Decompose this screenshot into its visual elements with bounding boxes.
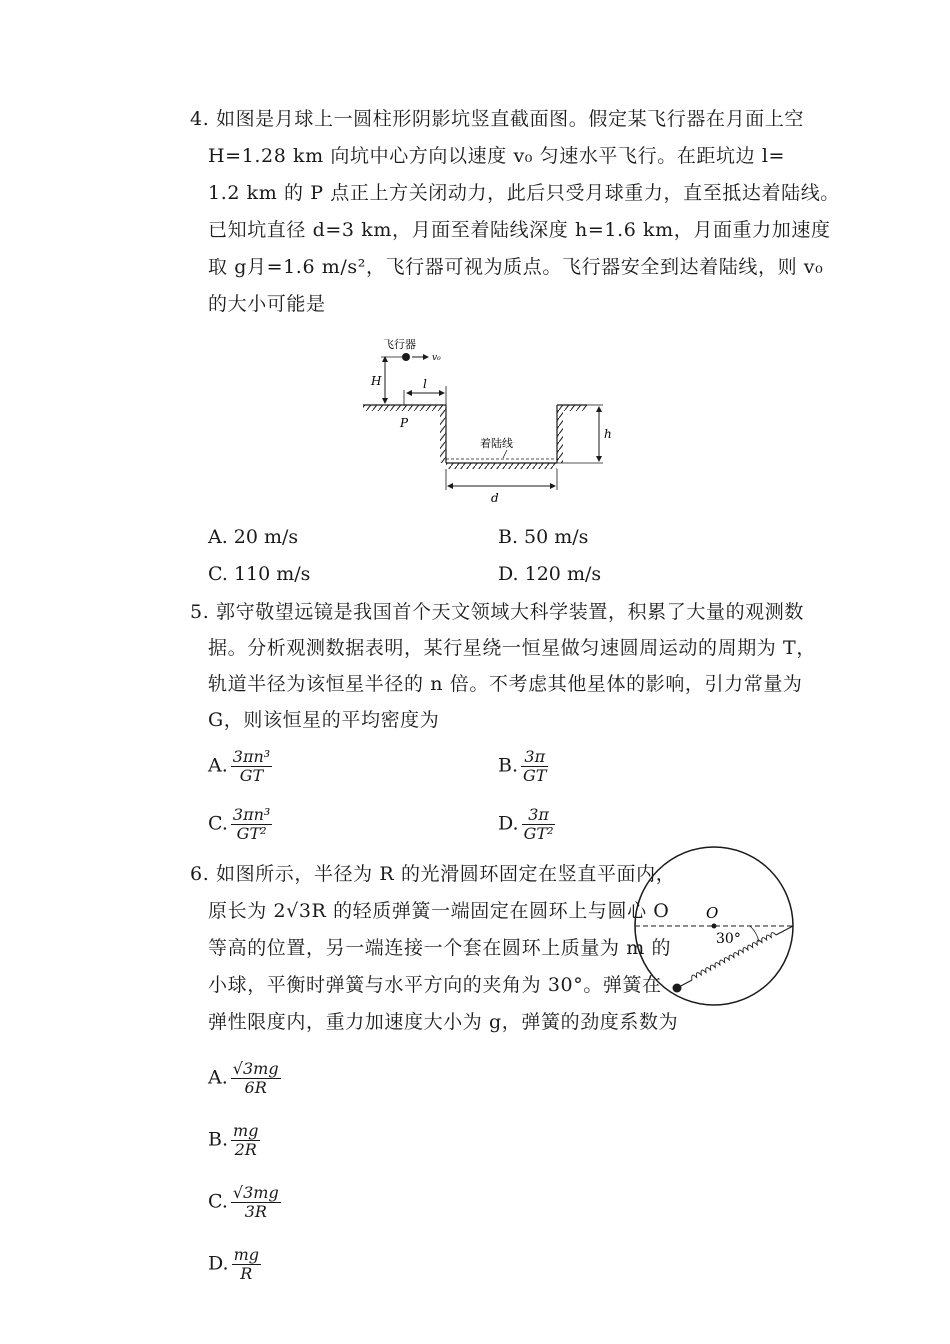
P-label: P [400, 416, 409, 430]
q4-option-c[interactable]: C. 110 m/s [208, 563, 311, 585]
q6-option-b[interactable]: B. $\frac{mg}{2R}$ [208, 1121, 259, 1159]
ring-spring-figure [630, 842, 800, 1012]
H-label: H [371, 374, 382, 388]
q4-option-d[interactable]: D. 120 m/s [498, 563, 602, 585]
angle-label: 30° [716, 931, 741, 947]
q5-line-4: G，则该恒星的平均密度为 [208, 709, 440, 731]
q6-line-3: 等高的位置，另一端连接一个套在圆环上质量为 m 的 [208, 937, 672, 959]
q5-line-3: 轨道半径为该恒星半径的 n 倍。不考虑其他星体的影响，引力常量为 [208, 673, 803, 695]
q5-line-1: 5. 郭守敬望远镜是我国首个天文领域大科学装置，积累了大量的观测数 [190, 601, 804, 623]
q6-option-d[interactable]: D. $\frac{mg}{R}$ [208, 1245, 260, 1283]
q6-line-1: 6. 如图所示，半径为 R 的光滑圆环固定在竖直平面内， [190, 863, 676, 885]
q4-line-3: 1.2 km 的 P 点正上方关闭动力，此后只受月球重力，直至抵达着陆线。 [208, 182, 840, 204]
landing-label: 着陆线 [480, 437, 513, 450]
q6-option-a[interactable]: A. $\frac{√3mg}{6R}$ [208, 1059, 279, 1097]
q4-line-2: H=1.28 km 向坑中心方向以速度 v₀ 匀速水平飞行。在距坑边 l= [208, 145, 786, 167]
v0-label: v₀ [432, 353, 441, 363]
d-label: d [491, 491, 499, 505]
q5-option-b[interactable]: B. $\frac{3\pi}{GT}$ [498, 747, 547, 785]
O-label: O [706, 904, 719, 922]
q6-line-4: 小球，平衡时弹簧与水平方向的夹角为 30°。弹簧在 [208, 974, 662, 996]
q6-line-2: 原长为 2√3R 的轻质弹簧一端固定在圆环上与圆心 O [208, 900, 670, 922]
craft-label: 飞行器 [383, 338, 416, 351]
q4-option-a[interactable]: A. 20 m/s [208, 526, 299, 548]
q5-option-a[interactable]: A. $\frac{\text{3πn³}}{GT}$ [208, 747, 271, 785]
crater-figure [355, 330, 625, 510]
craft-dot [402, 353, 410, 361]
center-dot [712, 924, 717, 929]
q5-option-d[interactable]: D. $\frac{3\pi}{\text{GT²}}$ [498, 805, 554, 843]
l-label: l [423, 377, 427, 391]
q6-line-5: 弹性限度内，重力加速度大小为 g，弹簧的劲度系数为 [208, 1011, 679, 1033]
q5-option-c[interactable]: C. $\frac{\text{3πn³}}{\text{GT²}}$ [208, 805, 271, 843]
ball [673, 984, 682, 993]
q4-line-6: 的大小可能是 [208, 293, 326, 315]
q4-line-4: 已知坑直径 d=3 km，月面至着陆线深度 h=1.6 km，月面重力加速度 [208, 219, 831, 241]
q6-option-c[interactable]: C. $\frac{√3mg}{3R}$ [208, 1183, 279, 1221]
q4-option-b[interactable]: B. 50 m/s [498, 526, 589, 548]
h-label: h [604, 427, 612, 441]
q4-line-1: 4. 如图是月球上一圆柱形阴影坑竖直截面图。假定某飞行器在月面上空 [190, 108, 804, 130]
q5-line-2: 据。分析观测数据表明，某行星绕一恒星做匀速圆周运动的周期为 T， [208, 637, 816, 659]
q4-line-5: 取 g月=1.6 m/s²，飞行器可视为质点。飞行器安全到达着陆线，则 v₀ [208, 256, 824, 278]
